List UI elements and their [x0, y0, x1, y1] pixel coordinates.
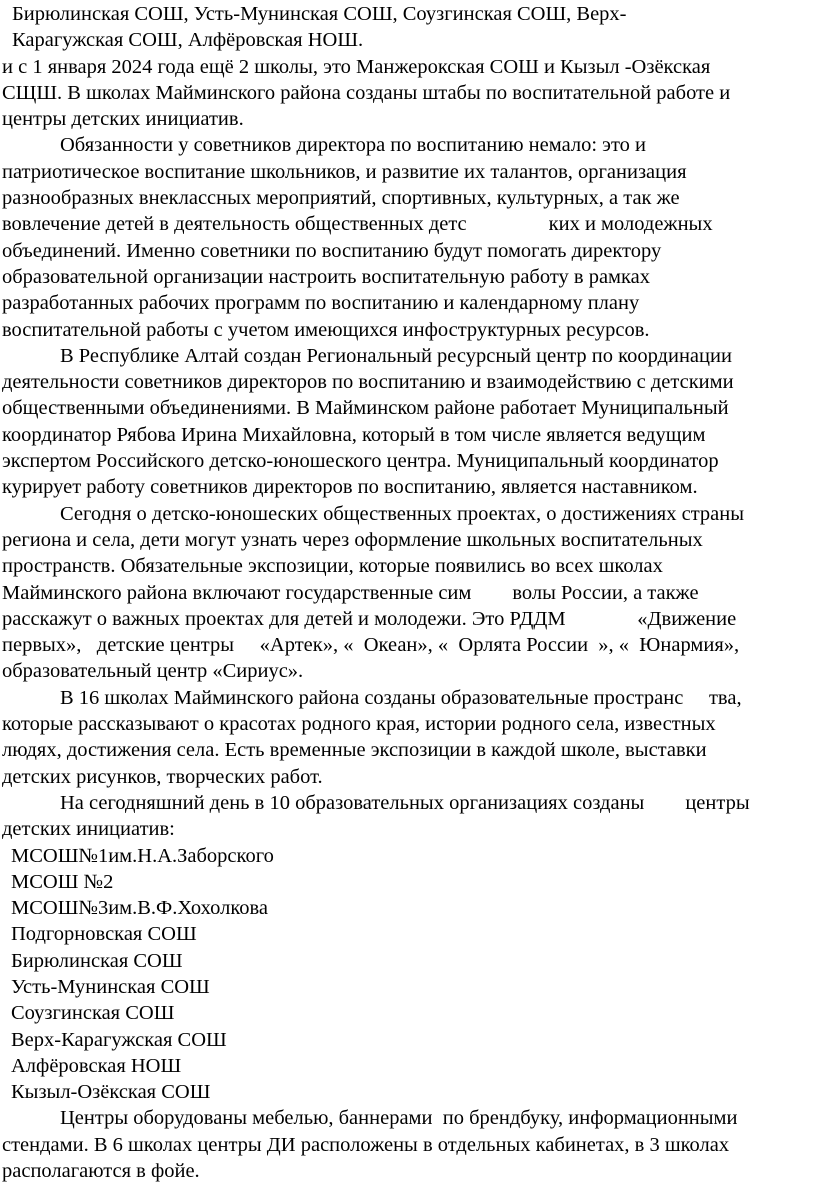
paragraph-line: Обязанности у советников директора по воспитанию немало: это и [60, 134, 647, 157]
paragraph-line: экспертом Российского детско-юношеского центра. Муниципальный координатор [2, 450, 719, 473]
paragraph-line: стендами. В 6 школах центры ДИ расположены в отдельных кабинетах, в 3 школах [2, 1133, 730, 1156]
paragraph-line: людях, достижения села. Есть временные экспозиции в каждой школе, выставки [2, 739, 707, 762]
paragraph-line: вовлечение детей в деятельность общественных детс ких и молодежных [2, 213, 713, 236]
paragraph-line: координатор Рябова Ирина Михайловна, который в том числе является ведущим [2, 423, 706, 446]
paragraph-line: пространств. Обязательные экспозиции, которые появились во всех школах [2, 555, 663, 578]
list-item: Алфёровская НОШ [11, 1054, 182, 1077]
paragraph-line: СЩШ. В школах Майминского района созданы штабы по воспитательной работе и [2, 81, 731, 104]
list-item: Соузгинская СОШ [11, 1002, 175, 1025]
list-item: Бирюлинская СОШ [11, 949, 183, 972]
school-list [2, 843, 810, 1106]
paragraph-line: Сегодня о детско-юношеских общественных проектах, о достижениях страны [60, 502, 745, 525]
paragraph-advisor-duties [2, 132, 810, 342]
paragraph-line: и с 1 января 2024 года ещё 2 школы, это Манжерокская СОШ и Кызыл -Озёкская [2, 55, 711, 78]
paragraph-line: На сегодняшний день в 10 образовательных организациях созданы центры [60, 791, 750, 814]
paragraph-line: образовательной организации настроить воспитательную работу в рамках [2, 265, 651, 288]
paragraph-line: располагаются в фойе. [2, 1160, 200, 1183]
paragraph-line: В Республике Алтай создан Региональный ресурсный центр по координации [60, 344, 732, 367]
paragraph-line: детских инициатив: [2, 818, 175, 841]
paragraph-center-equipment [2, 1105, 810, 1184]
paragraph-line: образовательный центр «Сириус». [2, 660, 304, 683]
paragraph-line: детских рисунков, творческих работ. [2, 765, 323, 788]
paragraph-line: разнообразных внеклассных мероприятий, спортивных, культурных, а так же [2, 187, 680, 210]
paragraph-regional-center [2, 343, 810, 501]
list-item: МСОШ№3им.В.Ф.Хохолкова [11, 897, 268, 920]
paragraph-line: первых», детские центры «Артек», « Океан», « Орлята России », « Юнармия», [2, 634, 740, 657]
list-item: Подгорновская СОШ [11, 923, 197, 946]
paragraph-line: региона и села, дети могут узнать через оформление школьных воспитательных [2, 528, 703, 551]
paragraph-line: курирует работу советников директоров по воспитанию, является наставником. [2, 476, 698, 499]
paragraph-line: В 16 школах Майминского района созданы образовательные пространс тва, [60, 686, 742, 709]
list-item: МСОШ№1им.Н.А.Заборского [11, 844, 274, 867]
paragraph-line: центры детских инициатив. [2, 108, 244, 131]
list-item: Верх-Карагужская СОШ [11, 1028, 227, 1051]
intro-line: Бирюлинская СОШ, Усть-Мунинская СОШ, Соузгинская СОШ, Верх- [12, 3, 627, 25]
paragraph-line: общественными объединениями. В Майминском районе работает Муниципальный [2, 397, 729, 420]
paragraph-new-schools [2, 54, 810, 133]
paragraph-expositions [2, 501, 810, 685]
paragraph-educational-spaces [2, 685, 810, 790]
paragraph-line: объединений. Именно советники по воспитанию будут помогать директору [2, 239, 662, 262]
list-item: Кызыл-Озёкская СОШ [11, 1081, 211, 1104]
list-item: Усть-Мунинская СОШ [11, 975, 210, 998]
paragraph-line: патриотическое воспитание школьников, и развитие их талантов, организация [2, 160, 687, 183]
paragraph-line: которые рассказывают о красотах родного края, истории родного села, известных [2, 713, 716, 736]
list-item: МСОШ №2 [11, 870, 114, 893]
paragraph-initiative-centers [2, 790, 810, 843]
paragraph-line: Центры оборудованы мебелью, баннерами по брендбуку, информационными [60, 1107, 738, 1130]
paragraph-line: Майминского района включают государственные сим волы России, а также [2, 581, 699, 604]
intro-line: Карагужская СОШ, Алфёровская НОШ. [12, 29, 364, 52]
paragraph-line: разработанных рабочих программ по воспитанию и календарному плану [2, 292, 640, 315]
paragraph-line: деятельности советников директоров по воспитанию и взаимодействию с детскими [2, 371, 734, 394]
paragraph-line: воспитательной работы с учетом имеющихся инфоструктурных ресурсов. [2, 318, 650, 341]
paragraph-line: расскажут о важных проектах для детей и молодежи. Это РДДМ «Движение [2, 607, 737, 630]
